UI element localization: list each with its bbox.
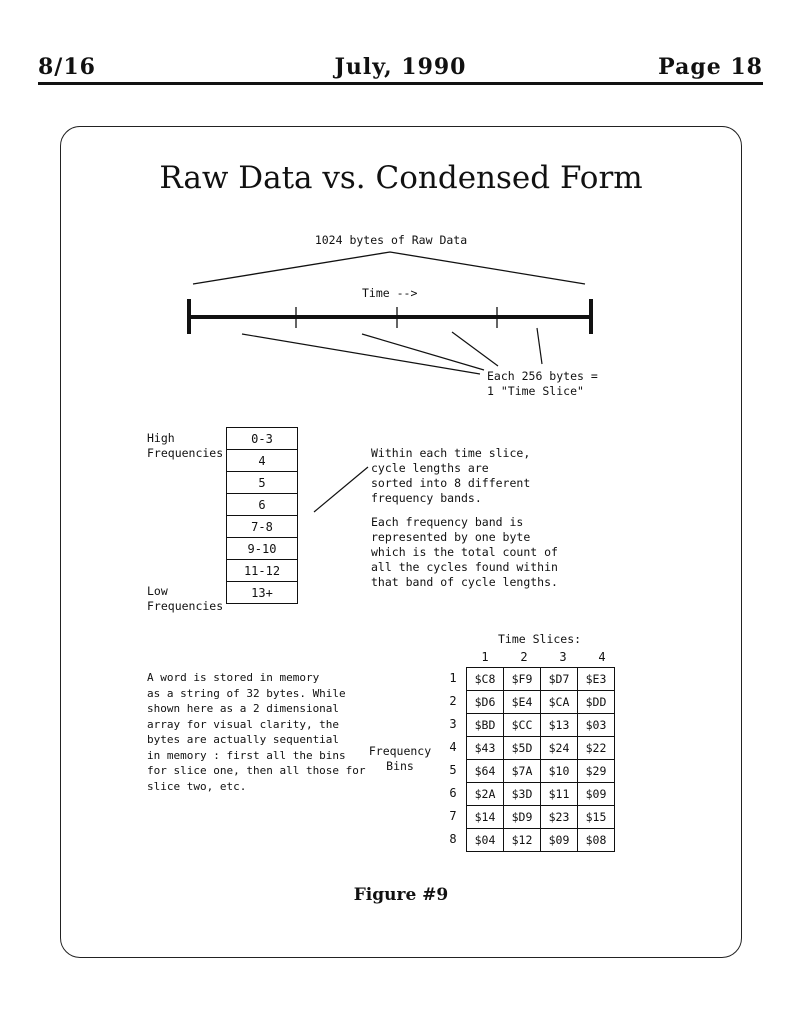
raw-data-label: 1024 bytes of Raw Data [314, 233, 468, 247]
bin-number: 3 [449, 717, 457, 731]
band-row [227, 516, 298, 538]
bins-row [467, 714, 615, 737]
bin-value-cell: $11 [541, 783, 578, 806]
high-frequencies-label: High Frequencies [147, 431, 224, 460]
bins-row [467, 668, 615, 691]
figure-title: Raw Data vs. Condensed Form [159, 160, 643, 196]
bins-row [467, 737, 615, 760]
bin-value-cell: $64 [467, 760, 504, 783]
bin-value-cell: $E4 [504, 691, 541, 714]
band-note-pointer [314, 467, 368, 512]
band-sorting-note: Within each time slice, cycle lengths are sorted into 8 different frequency bands. [371, 446, 531, 505]
bin-value-cell: $22 [578, 737, 615, 760]
bin-number: 6 [449, 786, 457, 800]
header-date: July, 1990 [334, 54, 467, 80]
slice-pointer-line [537, 328, 542, 364]
bin-value-cell: $D7 [541, 668, 578, 691]
band-row [227, 538, 298, 560]
bin-value-cell: $23 [541, 806, 578, 829]
bin-value-cell: $14 [467, 806, 504, 829]
band-row [227, 428, 298, 450]
time-slice-label: Each 256 bytes = 1 "Time Slice" [487, 369, 598, 398]
slice-number: 3 [559, 650, 567, 664]
bins-row [467, 691, 615, 714]
bin-value-cell: $10 [541, 760, 578, 783]
band-byte-note: Each frequency band is represented by one byte which is the total count of all the cycles found within that band of cycle lengths. [371, 515, 558, 589]
slice-pointer-line [452, 332, 498, 366]
bin-value-cell: $D9 [504, 806, 541, 829]
bin-value-cell: $7A [504, 760, 541, 783]
bin-value-cell: $08 [578, 829, 615, 852]
bin-value-cell: $09 [541, 829, 578, 852]
time-axis-label: Time --> [362, 286, 418, 300]
bin-value-cell: $12 [504, 829, 541, 852]
band-cell: 4 [227, 450, 298, 472]
band-cell: 11-12 [227, 560, 298, 582]
bins-row [467, 783, 615, 806]
raw-data-brace [193, 252, 585, 284]
band-cell: 0-3 [227, 428, 298, 450]
bins-row [467, 760, 615, 783]
bin-value-cell: $24 [541, 737, 578, 760]
slice-pointer-line [242, 334, 480, 374]
slice-number: 1 [481, 650, 489, 664]
band-row [227, 560, 298, 582]
bin-value-cell: $3D [504, 783, 541, 806]
bin-value-cell: $C8 [467, 668, 504, 691]
bin-value-cell: $03 [578, 714, 615, 737]
figure-caption: Figure #9 [353, 885, 449, 905]
band-cell: 13+ [227, 582, 298, 604]
word-storage-note: A word is stored in memory as a string of 32 bytes. While shown here as a 2 dimensional array for visual clarity, the bytes are actually sequential in memory : first all the bins for slice one, then all those for slice two, etc. [147, 671, 366, 793]
bin-value-cell: $F9 [504, 668, 541, 691]
band-cell: 5 [227, 472, 298, 494]
header-page-number: Page 18 [658, 54, 763, 80]
bin-value-cell: $DD [578, 691, 615, 714]
bin-number: 5 [449, 763, 457, 777]
bin-value-cell: $D6 [467, 691, 504, 714]
bin-number: 4 [449, 740, 457, 754]
slice-number: 2 [520, 650, 528, 664]
bin-number: 1 [449, 671, 457, 685]
band-cell: 7-8 [227, 516, 298, 538]
slice-number: 4 [598, 650, 606, 664]
bin-value-cell: $2A [467, 783, 504, 806]
band-row [227, 472, 298, 494]
bin-value-cell: $09 [578, 783, 615, 806]
bin-value-cell: $CC [504, 714, 541, 737]
bin-number: 8 [449, 832, 457, 846]
bin-value-cell: $04 [467, 829, 504, 852]
band-cell: 6 [227, 494, 298, 516]
frequency-band-table [226, 427, 298, 604]
bins-row [467, 829, 615, 852]
bin-value-cell: $CA [541, 691, 578, 714]
bin-value-cell: $5D [504, 737, 541, 760]
frequency-bins-label: Frequency Bins [368, 744, 432, 773]
band-cell: 9-10 [227, 538, 298, 560]
bin-number: 7 [449, 809, 457, 823]
bin-value-cell: $BD [467, 714, 504, 737]
band-row [227, 450, 298, 472]
bins-row [467, 806, 615, 829]
header-issue: 8/16 [38, 54, 96, 80]
frequency-bins-table [466, 667, 615, 852]
band-row [227, 582, 298, 604]
bin-value-cell: $15 [578, 806, 615, 829]
bin-value-cell: $43 [467, 737, 504, 760]
band-row [227, 494, 298, 516]
time-slices-label: Time Slices: [498, 632, 582, 646]
low-frequencies-label: Low Frequencies [147, 584, 224, 613]
bin-value-cell: $29 [578, 760, 615, 783]
bin-number: 2 [449, 694, 457, 708]
bin-value-cell: $13 [541, 714, 578, 737]
bin-value-cell: $E3 [578, 668, 615, 691]
